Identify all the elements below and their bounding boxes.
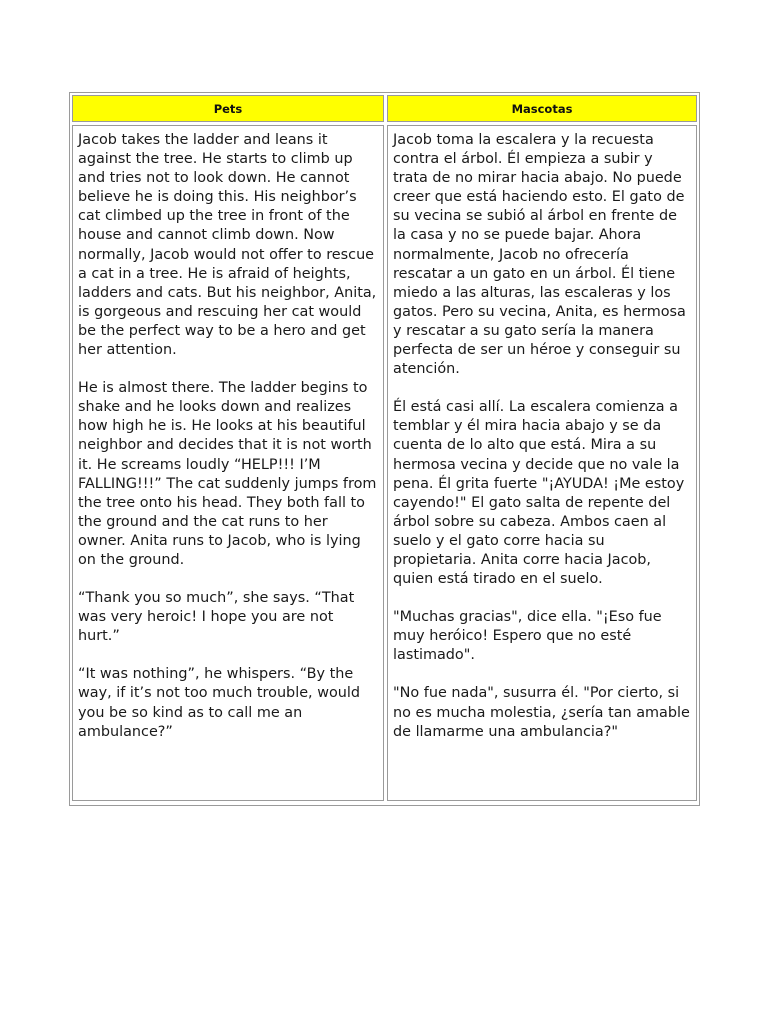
english-paragraph: “Thank you so much”, she says. “That was very heroic! I hope you are not hurt.” (78, 590, 355, 645)
spanish-paragraph: Jacob toma la escalera y la recuesta contra el árbol. Él empieza a subir y trata de no mirar hacia abajo. No puede creer que está haciendo esto. El gato de su vecina se subió al árbol en frente de la casa y no se puede bajar. Ahora normalmente, Jacob no ofrecería rescatar a un gato en un árbol. Él tiene miedo a las alturas, las escaleras y los gatos. Pero su vecina, Anita, es hermosa y rescatar a su gato sería la manera perfecta de ser un héroe y conseguir su atención. (393, 132, 686, 378)
header-spanish: Mascotas (387, 95, 697, 122)
header-english: Pets (72, 95, 384, 122)
table-body-row (72, 125, 697, 801)
spanish-paragraph: "Muchas gracias", dice ella. "¡Eso fue muy heróico! Espero que no esté lastimado". (393, 609, 662, 664)
english-text-cell (72, 125, 384, 801)
spanish-paragraph: Él está casi allí. La escalera comienza a temblar y él mira hacia abajo y se da cuenta de lo alto que está. Mira a su hermosa vecina y decide que no vale la pena. Él grita fuerte "¡AYUDA! ¡Me estoy cayendo!" El gato salta de repente del árbol sobre su cabeza. Ambos caen al suelo y el gato corre hacia su propietaria. Anita corre hacia Jacob, quien está tirado en el suelo. (393, 399, 685, 588)
english-paragraph: He is almost there. The ladder begins to shake and he looks down and realizes how high he is. He looks at his beautiful neighbor and decides that it is not worth it. He screams loudly “HELP!!! I’M FALLING!!!” The cat suddenly jumps from the tree onto his head. They both fall to the ground and the cat runs to her owner. Anita runs to Jacob, who is lying on the ground. (78, 380, 377, 568)
bilingual-story-table (69, 92, 700, 806)
table-header-row (72, 95, 697, 122)
spanish-text-cell (387, 125, 697, 801)
spanish-paragraph: "No fue nada", susurra él. "Por cierto, si no es mucha molestia, ¿sería tan amable de llamarme una ambulancia?" (393, 685, 690, 740)
english-paragraph: Jacob takes the ladder and leans it against the tree. He starts to climb up and tries not to look down. He cannot believe he is doing this. His neighbor’s cat climbed up the tree in front of the house and cannot climb down. Now normally, Jacob would not offer to rescue a cat in a tree. He is afraid of heights, ladders and cats. But his neighbor, Anita, is gorgeous and rescuing her cat would be the perfect way to be a hero and get her attention. (78, 132, 377, 359)
english-paragraph: “It was nothing”, he whispers. “By the way, if it’s not too much trouble, would you be so kind as to call me an ambulance?” (78, 666, 361, 740)
